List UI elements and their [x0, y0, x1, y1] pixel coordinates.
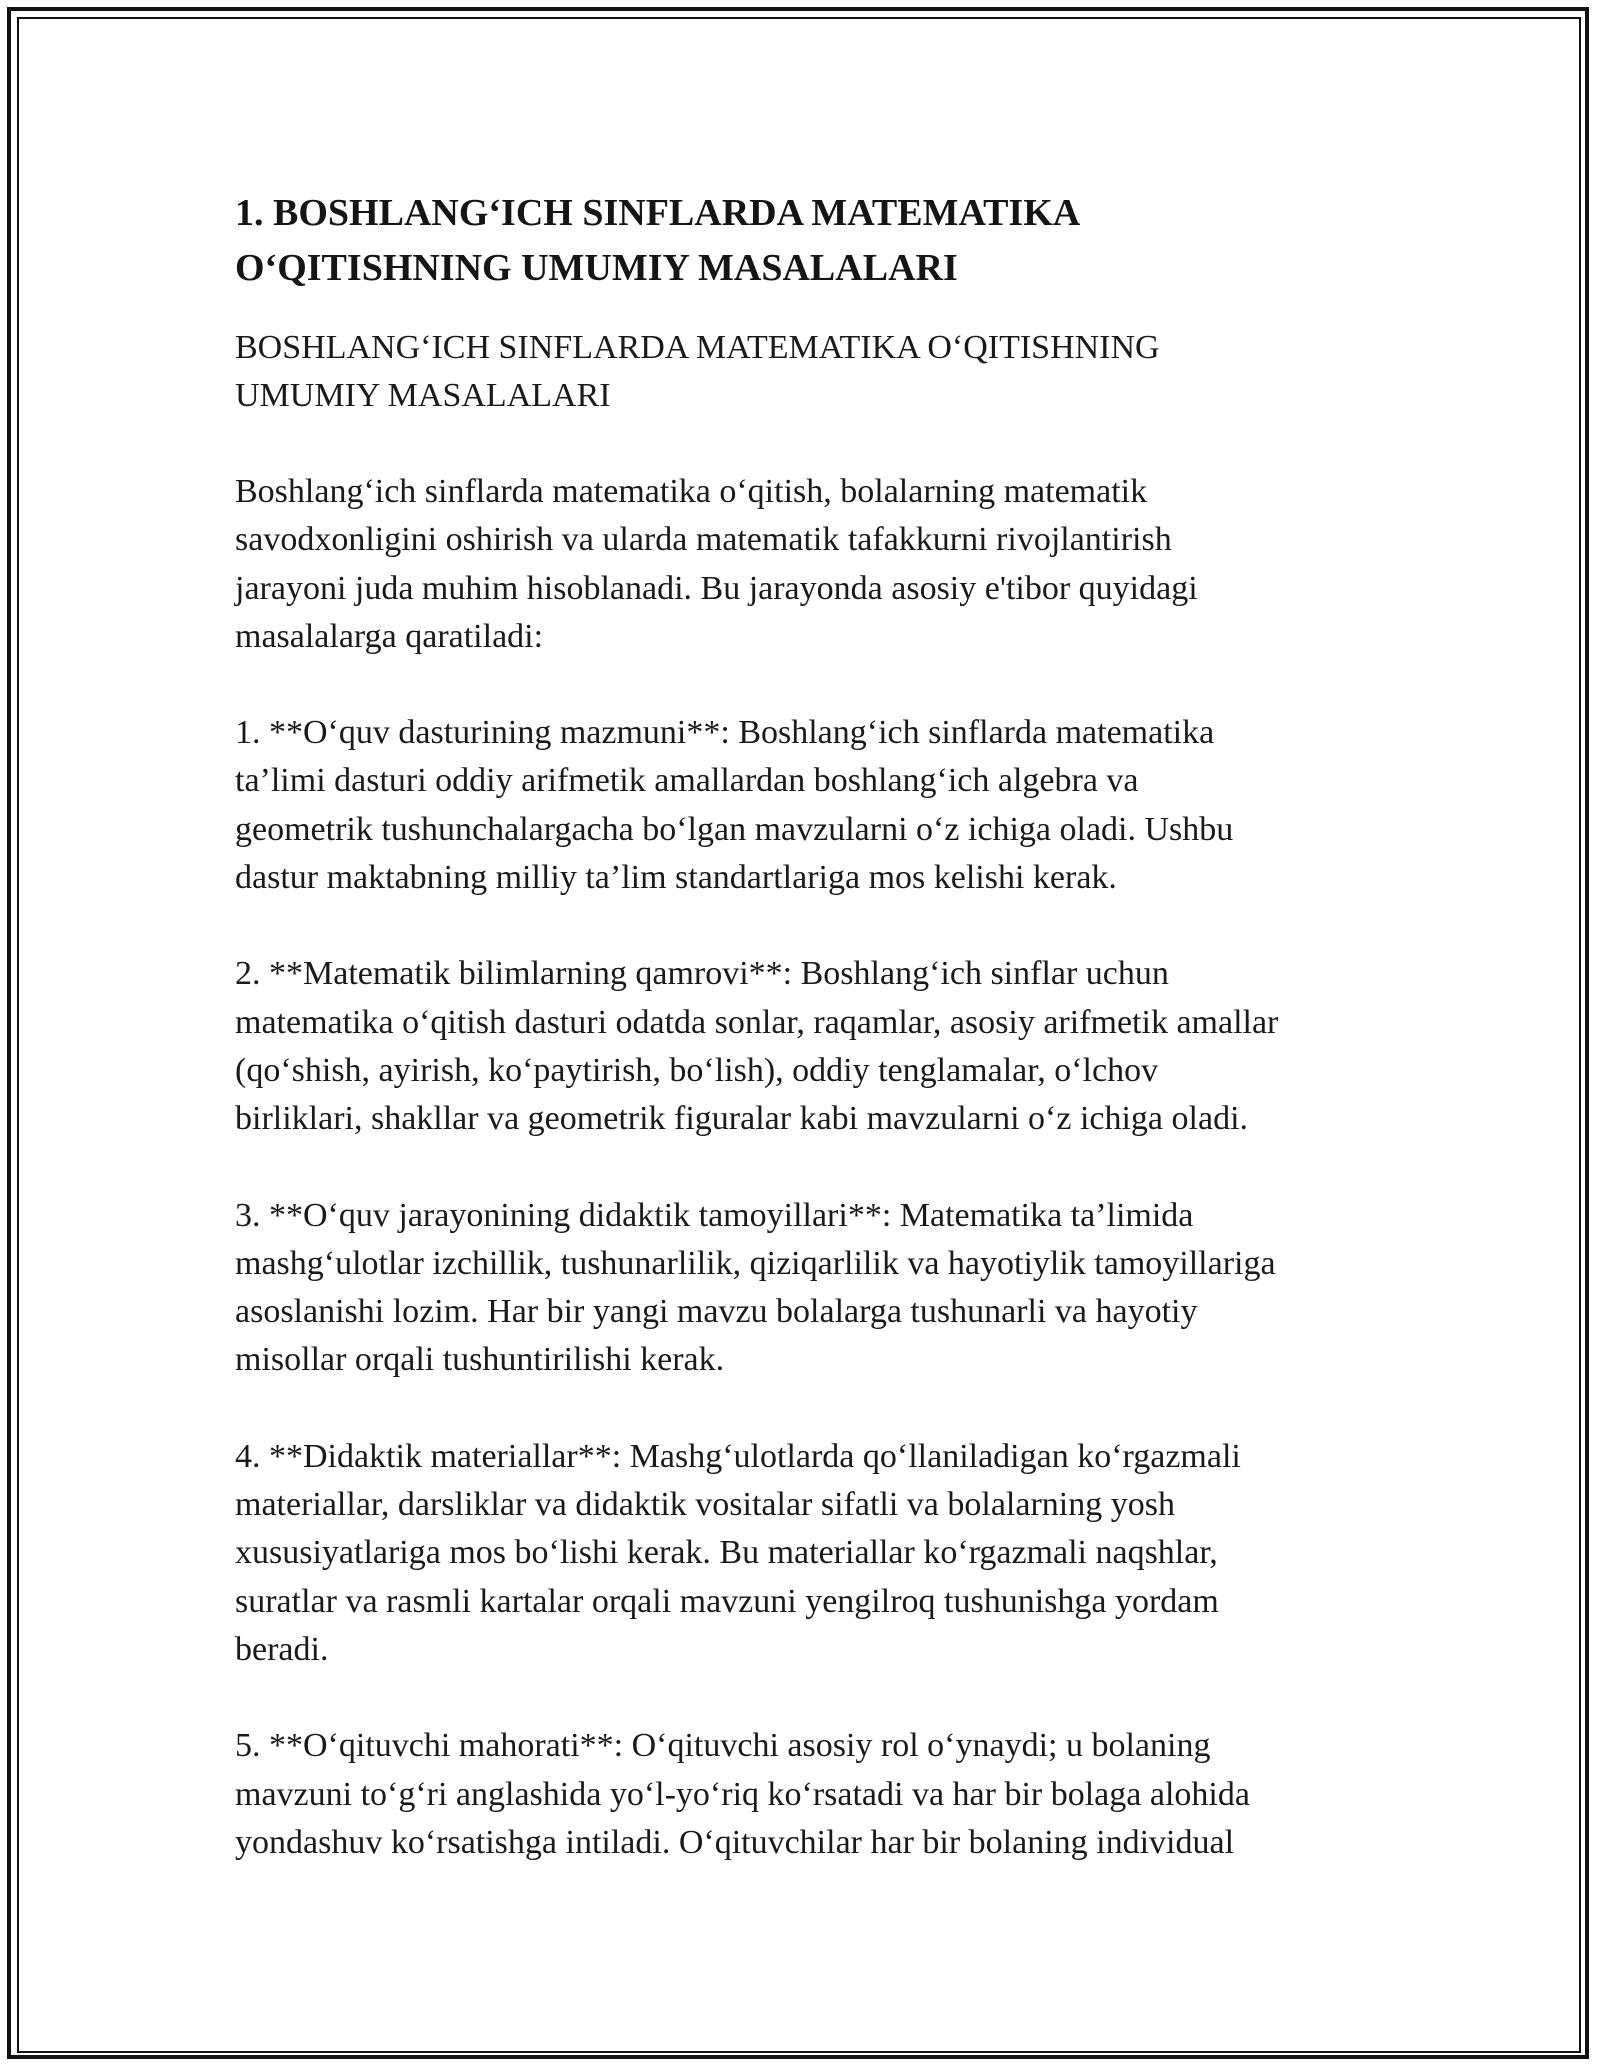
text-line: 2. **Matematik bilimlarning qamrovi**: Boshlang‘ich sinflar uchun: [235, 955, 1169, 993]
document-subtitle: [235, 324, 1395, 420]
text-line: dastur maktabning milliy ta’lim standartlariga mos kelishi kerak.: [235, 859, 1117, 897]
text-line: matematika o‘qitish dasturi odatda sonlar, raqamlar, asosiy arifmetik amallar: [235, 1003, 1279, 1041]
text-line: suratlar va rasmli kartalar orqali mavzuni yengilroq tushunishga yordam: [235, 1582, 1219, 1620]
text-line: ta’limi dasturi oddiy arifmetik amallardan boshlang‘ich algebra va: [235, 762, 1139, 800]
text-line: beradi.: [235, 1630, 329, 1668]
text-line: mashg‘ulotlar izchillik, tushunarlilik, qiziqarlilik va hayotiylik tamoyillariga: [235, 1244, 1276, 1282]
heading-line: 1. BOSHLANG‘ICH SINFLARDA MATEMATIKA: [235, 192, 1081, 234]
text-line: asoslanishi lozim. Har bir yangi mavzu bolalarga tushunarli va hayotiy: [235, 1293, 1198, 1331]
text-line: 4. **Didaktik materiallar**: Mashg‘ulotlarda qo‘llaniladigan ko‘rgazmali: [235, 1437, 1241, 1475]
text-line: 3. **O‘quv jarayonining didaktik tamoyillari**: Matematika ta’limida: [235, 1196, 1194, 1234]
text-line: xususiyatlariga mos bo‘lishi kerak. Bu materiallar ko‘rgazmali naqshlar,: [235, 1534, 1218, 1572]
text-line: Boshlang‘ich sinflarda matematika o‘qitish, bolalarning matematik: [235, 473, 1148, 510]
text-line: jarayoni juda muhim hisoblanadi. Bu jarayonda asosiy e'tibor quyidagi: [235, 569, 1198, 607]
text-line: misollar orqali tushuntirilishi kerak.: [235, 1341, 725, 1379]
list-item-5: [235, 1722, 1395, 1867]
text-line: yondashuv ko‘rsatishga intiladi. O‘qituvchilar har bir bolaning individual: [235, 1823, 1235, 1861]
text-line: 5. **O‘qituvchi mahorati**: O‘qituvchi asosiy rol o‘ynaydi; u bolaning: [235, 1727, 1211, 1765]
subtitle-line: BOSHLANG‘ICH SINFLARDA MATEMATIKA O‘QITISHNING: [235, 329, 1160, 366]
intro-paragraph: [235, 468, 1395, 661]
text-line: geometrik tushunchalargacha bo‘lgan mavzularni o‘z ichiga oladi. Ushbu: [235, 810, 1234, 848]
document-page: [235, 186, 1395, 1867]
text-line: birliklari, shakllar va geometrik figuralar kabi mavzularni o‘z ichiga oladi.: [235, 1100, 1249, 1138]
subtitle-line: UMUMIY MASALALARI: [235, 377, 611, 414]
list-item-4: [235, 1433, 1395, 1674]
document-heading: [235, 186, 1395, 296]
text-line: masalalarga qaratiladi:: [235, 617, 544, 655]
list-item-1: [235, 709, 1395, 902]
text-line: (qo‘shish, ayirish, ko‘paytirish, bo‘lish), oddiy tenglamalar, o‘lchov: [235, 1051, 1159, 1089]
text-line: savodxonligini oshirish va ularda matematik tafakkurni rivojlantirish: [235, 521, 1172, 559]
heading-line: O‘QITISHNING UMUMIY MASALALARI: [235, 247, 958, 289]
list-item-2: [235, 950, 1395, 1143]
text-line: materiallar, darsliklar va didaktik vositalar sifatli va bolalarning yosh: [235, 1486, 1175, 1524]
list-item-3: [235, 1192, 1395, 1385]
text-line: mavzuni to‘g‘ri anglashida yo‘l-yo‘riq ko‘rsatadi va har bir bolaga alohida: [235, 1775, 1250, 1813]
text-line: 1. **O‘quv dasturining mazmuni**: Boshlang‘ich sinflarda matematika: [235, 714, 1215, 752]
